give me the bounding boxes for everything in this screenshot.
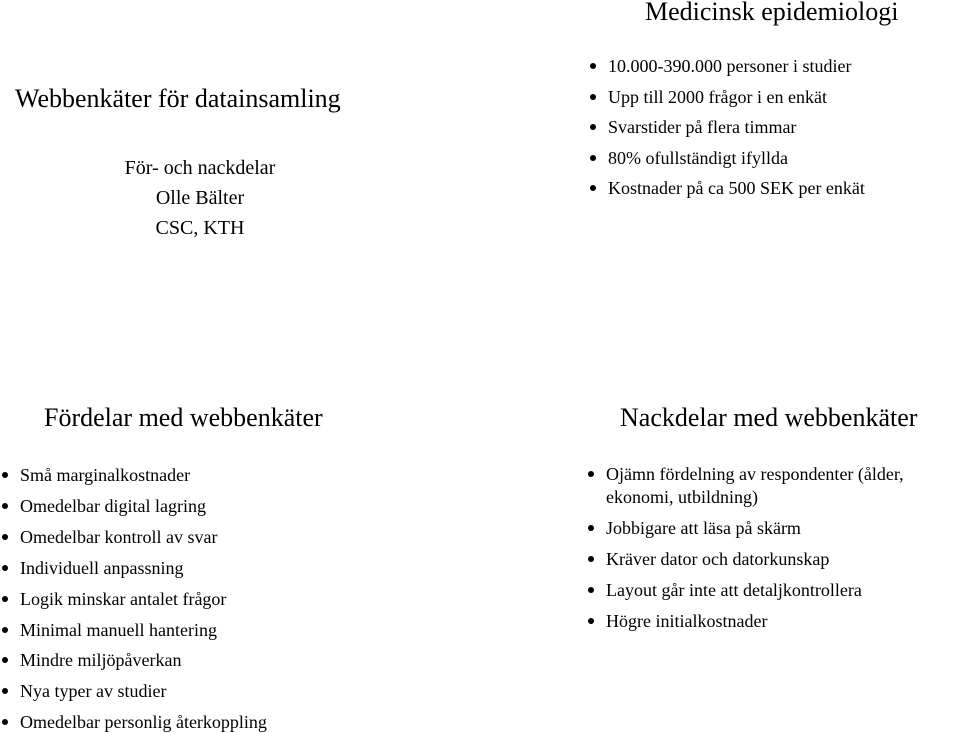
- slide-epidemiology: [480, 0, 960, 366]
- subtitle-line-1: För- och nackdelar: [124, 157, 276, 179]
- list-item: Omedelbar digital lagring: [0, 491, 267, 522]
- subtitle-line-3: CSC, KTH: [155, 217, 245, 239]
- list-item: Jobbigare att läsa på skärm: [586, 517, 956, 540]
- list-item: Nya typer av studier: [0, 676, 267, 707]
- bullet-list: [0, 460, 267, 733]
- list-item: 80% ofullständigt ifyllda: [588, 143, 865, 174]
- list-item: Svarstider på flera timmar: [588, 112, 865, 143]
- slide-title: Fördelar med webbenkäter: [44, 403, 323, 432]
- bullet-list: [588, 51, 865, 204]
- slide-title-page: [0, 0, 480, 366]
- list-item: Layout går inte att detaljkontrollera: [586, 579, 956, 602]
- list-item: Små marginalkostnader: [0, 460, 267, 491]
- list-item: Minimal manuell hantering: [0, 615, 267, 646]
- list-item: Kräver dator och datorkunskap: [586, 548, 956, 571]
- list-item: Omedelbar personlig återkoppling: [0, 707, 267, 733]
- list-item: Kostnader på ca 500 SEK per enkät: [588, 173, 865, 204]
- list-item: Upp till 2000 frågor i en enkät: [588, 82, 865, 113]
- slide-title: Nackdelar med webbenkäter: [620, 403, 918, 432]
- slide-title: Webbenkäter för datainsamling: [15, 84, 341, 113]
- list-item: Mindre miljöpåverkan: [0, 645, 267, 676]
- list-item: 10.000-390.000 personer i studier: [588, 51, 865, 82]
- list-item: Logik minskar antalet frågor: [0, 584, 267, 615]
- list-item: Omedelbar kontroll av svar: [0, 522, 267, 553]
- list-item: Högre initialkostnader: [586, 610, 956, 633]
- slide-title: Medicinsk epidemiologi: [645, 0, 899, 26]
- list-item: Individuell anpassning: [0, 553, 267, 584]
- subtitle-line-2: Olle Bälter: [155, 187, 245, 209]
- bullet-list: [586, 463, 956, 641]
- slide-advantages: [0, 366, 480, 733]
- list-item: Ojämn fördelning av respondenter (ålder, ekonomi, utbildning): [586, 463, 956, 509]
- slide-disadvantages: [480, 366, 960, 733]
